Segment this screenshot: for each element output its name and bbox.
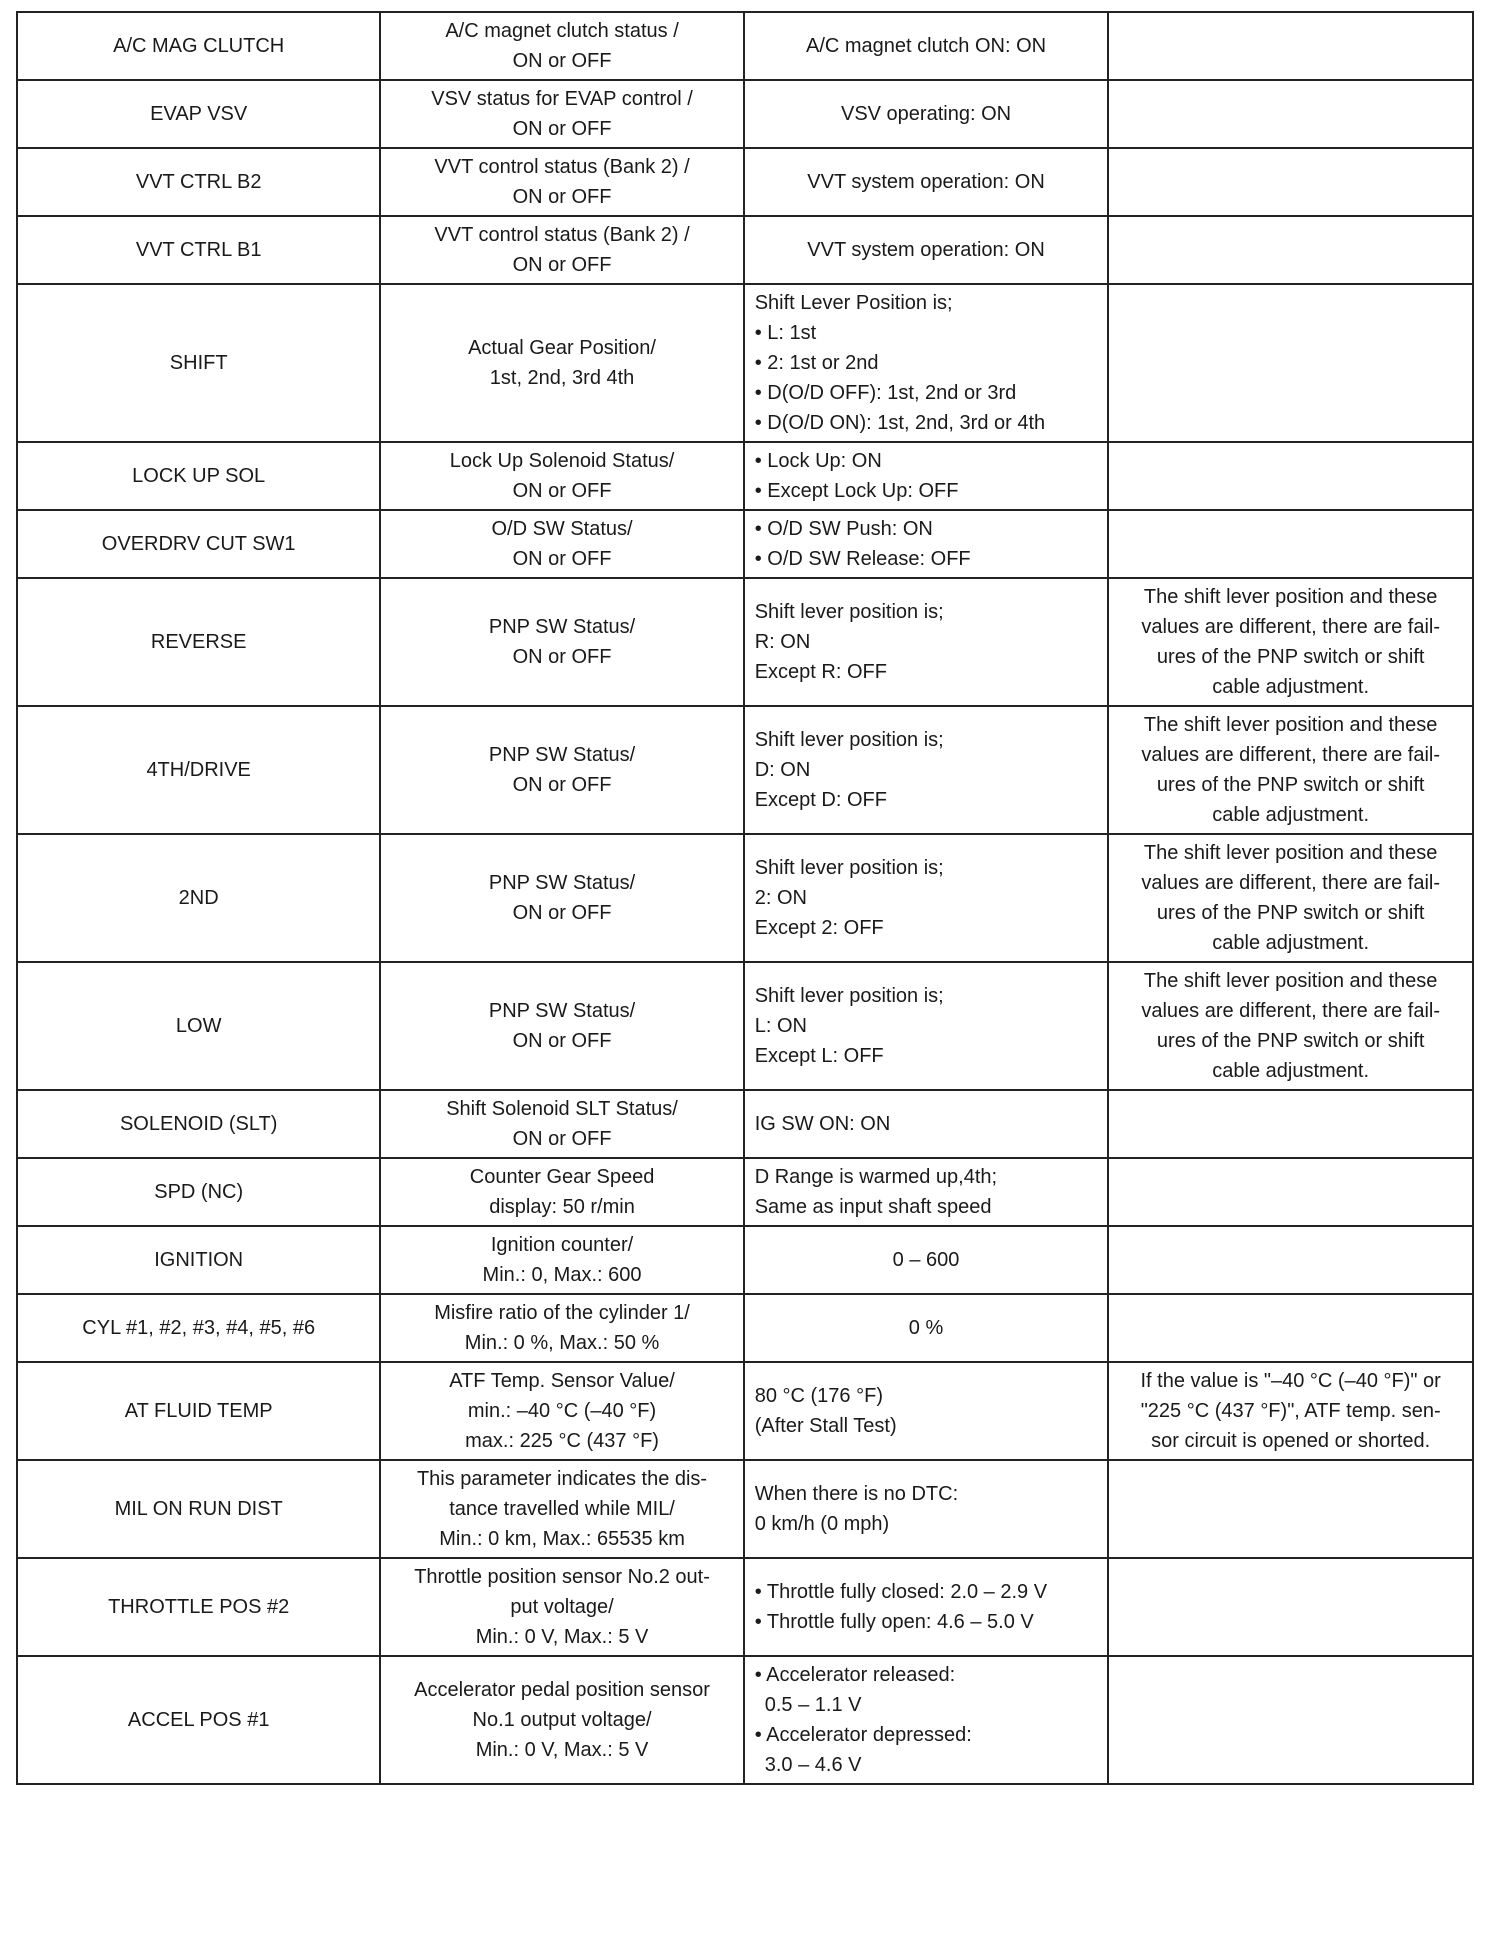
normal-condition-line: • Lock Up: ON [754,450,882,472]
normal-condition-line: Shift lever position is; [754,857,944,879]
measurement-line: min.: –40 °C (–40 °F) [467,1400,657,1422]
normal-condition-line: VVT system operation: ON [807,239,1045,261]
normal-condition-line: D: ON [754,759,811,781]
normal-condition-line: • Throttle fully open: 4.6 – 5.0 V [754,1611,1034,1633]
measurement-line: This parameter indicates the dis- [416,1468,708,1490]
table-row [17,1460,1473,1558]
measurement-cell [380,12,743,80]
item-name: AT FLUID TEMP [124,1400,273,1422]
measurement-line: VVT control status (Bank 2) / [434,156,690,178]
measurement-cell [380,1656,743,1784]
item-cell [17,962,380,1090]
measurement-line: Actual Gear Position/ [468,337,656,359]
normal-condition-line: • 2: 1st or 2nd [754,352,879,374]
measurement-line: Accelerator pedal position sensor [414,1679,710,1701]
diagnostic-note-cell [1108,834,1473,962]
item-cell [17,442,380,510]
item-cell [17,216,380,284]
measurement-line: Lock Up Solenoid Status/ [449,450,675,472]
item-cell [17,706,380,834]
item-name: OVERDRV CUT SW1 [101,533,296,555]
diagnostic-note-cell [1108,1090,1473,1158]
normal-condition-line: D Range is warmed up,4th; [754,1166,998,1188]
diagnostic-note-cell [1108,80,1473,148]
item-name: REVERSE [150,631,247,653]
measurement-cell [380,1226,743,1294]
diagnostic-note-line: ures of the PNP switch or shift [1156,646,1425,668]
measurement-cell [380,962,743,1090]
diagnostic-note-cell [1108,510,1473,578]
table-row [17,216,1473,284]
diagnostic-note-line: values are different, there are fail- [1141,744,1441,766]
item-cell [17,80,380,148]
item-cell [17,1460,380,1558]
item-cell [17,1362,380,1460]
diagnostic-note-cell [1108,1362,1473,1460]
measurement-line: 1st, 2nd, 3rd 4th [489,367,635,389]
normal-condition-cell [744,1362,1109,1460]
item-name: MIL ON RUN DIST [114,1498,283,1520]
item-name: 2ND [178,887,219,909]
normal-condition-cell [744,1558,1109,1656]
normal-condition-line: Shift Lever Position is; [754,292,953,314]
diagnostic-note-cell [1108,706,1473,834]
normal-condition-cell [744,12,1109,80]
normal-condition-line: • O/D SW Release: OFF [754,548,971,570]
diagnostic-note-line: ures of the PNP switch or shift [1156,1030,1425,1052]
diagnostic-note-cell [1108,216,1473,284]
table-row [17,1362,1473,1460]
normal-condition-line: Shift lever position is; [754,985,944,1007]
normal-condition-line: Except 2: OFF [754,917,884,939]
measurement-line: ATF Temp. Sensor Value/ [449,1370,675,1392]
diagnostic-note-cell [1108,962,1473,1090]
normal-condition-line: R: ON [754,631,811,653]
measurement-line: ON or OFF [512,1030,612,1052]
table-row [17,962,1473,1090]
diagnostic-note-cell [1108,284,1473,442]
normal-condition-line: 2: ON [754,887,807,909]
diagnostic-note-line: cable adjustment. [1212,932,1370,954]
table-row [17,510,1473,578]
item-name: 4TH/DRIVE [146,759,251,781]
measurement-line: ON or OFF [512,774,612,796]
item-cell [17,1558,380,1656]
diagnostic-note-cell [1108,12,1473,80]
measurement-line: tance travelled while MIL/ [449,1498,675,1520]
table-body [17,12,1473,1784]
diagnostic-note-line: cable adjustment. [1212,1060,1370,1082]
table-row [17,284,1473,442]
item-cell [17,510,380,578]
normal-condition-line: VSV operating: ON [840,103,1012,125]
diagnostic-note-cell [1108,148,1473,216]
measurement-line: Misfire ratio of the cylinder 1/ [434,1302,690,1324]
measurement-cell [380,442,743,510]
item-name: ACCEL POS #1 [127,1709,270,1731]
measurement-cell [380,1460,743,1558]
diagnostic-note-line: "225 °C (437 °F)", ATF temp. sen- [1140,1400,1441,1422]
item-cell [17,148,380,216]
item-name: LOCK UP SOL [132,465,266,487]
table-row [17,834,1473,962]
normal-condition-line: 80 °C (176 °F) [754,1385,883,1407]
measurement-line: PNP SW Status/ [488,872,636,894]
diagnostic-note-line: values are different, there are fail- [1141,872,1441,894]
measurement-line: ON or OFF [512,254,612,276]
diagnostic-note-cell [1108,442,1473,510]
item-cell [17,1294,380,1362]
measurement-cell [380,834,743,962]
normal-condition-cell [744,510,1109,578]
measurement-cell [380,284,743,442]
normal-condition-cell [744,1294,1109,1362]
item-name: SHIFT [169,352,228,374]
normal-condition-line: Except D: OFF [754,789,887,811]
item-cell [17,1158,380,1226]
measurement-line: ON or OFF [512,186,612,208]
item-cell [17,1090,380,1158]
measurement-line: Throttle position sensor No.2 out- [414,1566,710,1588]
normal-condition-line: A/C magnet clutch ON: ON [805,35,1047,57]
measurement-line: PNP SW Status/ [488,1000,636,1022]
measurement-line: ON or OFF [512,480,612,502]
measurement-cell [380,1558,743,1656]
normal-condition-cell [744,834,1109,962]
diagnostic-note-line: values are different, there are fail- [1141,616,1441,638]
diagnostic-note-cell [1108,1226,1473,1294]
diagnostic-note-line: The shift lever position and these [1143,842,1438,864]
table-row [17,1158,1473,1226]
measurement-line: PNP SW Status/ [488,744,636,766]
normal-condition-cell [744,148,1109,216]
normal-condition-cell [744,1158,1109,1226]
measurement-line: Shift Solenoid SLT Status/ [446,1098,678,1120]
normal-condition-cell [744,216,1109,284]
data-list-table [16,11,1474,1785]
normal-condition-cell [744,284,1109,442]
table-row [17,1294,1473,1362]
table-row [17,706,1473,834]
normal-condition-line: • Throttle fully closed: 2.0 – 2.9 V [754,1581,1048,1603]
item-cell [17,578,380,706]
measurement-line: ON or OFF [512,118,612,140]
spec-table-page [16,11,1474,1935]
normal-condition-line: • Accelerator released: [754,1664,956,1686]
measurement-line: Min.: 0, Max.: 600 [482,1264,642,1286]
diagnostic-note-line: values are different, there are fail- [1141,1000,1441,1022]
diagnostic-note-line: The shift lever position and these [1143,586,1438,608]
measurement-cell [380,1090,743,1158]
measurement-line: No.1 output voltage/ [472,1709,652,1731]
normal-condition-line: • O/D SW Push: ON [754,518,933,540]
measurement-cell [380,1158,743,1226]
normal-condition-line: L: ON [754,1015,807,1037]
item-cell [17,1656,380,1784]
normal-condition-line: 0 % [908,1317,944,1339]
measurement-line: ON or OFF [512,902,612,924]
measurement-line: put voltage/ [510,1596,614,1618]
diagnostic-note-cell [1108,1558,1473,1656]
diagnostic-note-cell [1108,1158,1473,1226]
table-row [17,1090,1473,1158]
normal-condition-line: 0.5 – 1.1 V [764,1694,862,1716]
measurement-line: Min.: 0 V, Max.: 5 V [475,1626,649,1648]
measurement-line: O/D SW Status/ [491,518,633,540]
normal-condition-line: Shift lever position is; [754,729,944,751]
normal-condition-cell [744,1090,1109,1158]
normal-condition-line: (After Stall Test) [754,1415,897,1437]
normal-condition-line: 0 km/h (0 mph) [754,1513,890,1535]
normal-condition-cell [744,706,1109,834]
normal-condition-line: 0 – 600 [892,1249,960,1271]
item-cell [17,12,380,80]
measurement-cell [380,510,743,578]
measurement-line: VSV status for EVAP control / [431,88,693,110]
measurement-cell [380,578,743,706]
measurement-cell [380,706,743,834]
measurement-line: ON or OFF [512,548,612,570]
item-name: SPD (NC) [154,1181,244,1203]
measurement-line: VVT control status (Bank 2) / [434,224,690,246]
normal-condition-line: Except L: OFF [754,1045,884,1067]
diagnostic-note-cell [1108,578,1473,706]
normal-condition-cell [744,1226,1109,1294]
measurement-cell [380,1294,743,1362]
table-row [17,1656,1473,1784]
table-row [17,1558,1473,1656]
measurement-line: ON or OFF [512,1128,612,1150]
measurement-line: ON or OFF [512,646,612,668]
measurement-cell [380,148,743,216]
normal-condition-line: • Accelerator depressed: [754,1724,972,1746]
diagnostic-note-line: ures of the PNP switch or shift [1156,902,1425,924]
diagnostic-note-cell [1108,1656,1473,1784]
measurement-line: Counter Gear Speed [469,1166,655,1188]
measurement-cell [380,80,743,148]
item-name: THROTTLE POS #2 [108,1596,290,1618]
normal-condition-cell [744,962,1109,1090]
measurement-line: ON or OFF [512,50,612,72]
item-name: SOLENOID (SLT) [119,1113,278,1135]
diagnostic-note-line: sor circuit is opened or shorted. [1151,1430,1431,1452]
normal-condition-line: • D(O/D ON): 1st, 2nd, 3rd or 4th [754,412,1046,434]
table-row [17,148,1473,216]
item-cell [17,1226,380,1294]
measurement-line: Ignition counter/ [490,1234,634,1256]
normal-condition-line: 3.0 – 4.6 V [764,1754,862,1776]
measurement-line: Min.: 0 V, Max.: 5 V [475,1739,649,1761]
item-name: LOW [175,1015,222,1037]
normal-condition-cell [744,578,1109,706]
measurement-line: max.: 225 °C (437 °F) [465,1430,659,1452]
diagnostic-note-line: If the value is "–40 °C (–40 °F)" or [1140,1370,1441,1392]
table-row [17,80,1473,148]
normal-condition-line: Same as input shaft speed [754,1196,992,1218]
measurement-cell [380,1362,743,1460]
diagnostic-note-line: cable adjustment. [1212,804,1370,826]
item-name: EVAP VSV [150,103,248,125]
normal-condition-line: Except R: OFF [754,661,887,683]
diagnostic-note-cell [1108,1460,1473,1558]
measurement-line: Min.: 0 %, Max.: 50 % [464,1332,660,1354]
table-row [17,12,1473,80]
normal-condition-line: When there is no DTC: [754,1483,959,1505]
measurement-cell [380,216,743,284]
normal-condition-cell [744,80,1109,148]
item-name: CYL #1, #2, #3, #4, #5, #6 [82,1317,316,1339]
table-row [17,578,1473,706]
item-name: VVT CTRL B2 [135,171,262,193]
item-cell [17,284,380,442]
normal-condition-line: Shift lever position is; [754,601,944,623]
table-row [17,442,1473,510]
normal-condition-line: IG SW ON: ON [754,1113,891,1135]
normal-condition-line: • Except Lock Up: OFF [754,480,959,502]
diagnostic-note-line: ures of the PNP switch or shift [1156,774,1425,796]
diagnostic-note-line: The shift lever position and these [1143,714,1438,736]
measurement-line: display: 50 r/min [489,1196,635,1218]
item-name: VVT CTRL B1 [135,239,262,261]
table-row [17,1226,1473,1294]
normal-condition-cell [744,442,1109,510]
item-name: IGNITION [154,1249,244,1271]
measurement-line: PNP SW Status/ [488,616,636,638]
normal-condition-cell [744,1656,1109,1784]
diagnostic-note-cell [1108,1294,1473,1362]
diagnostic-note-line: The shift lever position and these [1143,970,1438,992]
normal-condition-cell [744,1460,1109,1558]
measurement-line: Min.: 0 km, Max.: 65535 km [439,1528,685,1550]
normal-condition-line: • D(O/D OFF): 1st, 2nd or 3rd [754,382,1017,404]
item-name: A/C MAG CLUTCH [113,35,285,57]
normal-condition-line: VVT system operation: ON [807,171,1045,193]
normal-condition-line: • L: 1st [754,322,817,344]
item-cell [17,834,380,962]
measurement-line: A/C magnet clutch status / [445,20,679,42]
diagnostic-note-line: cable adjustment. [1212,676,1370,698]
